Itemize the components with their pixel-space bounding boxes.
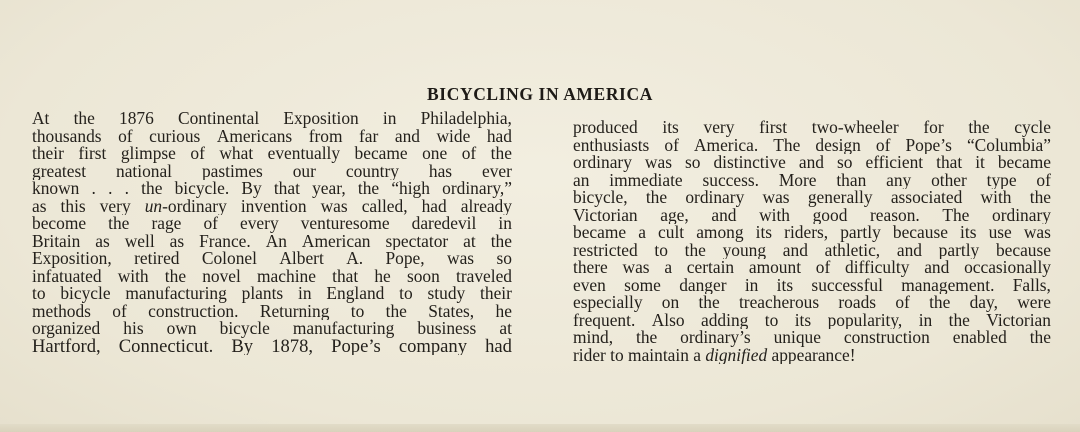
text-line: restricted to the young and athletic, and partly because xyxy=(573,241,1051,259)
text-line: become the rage of every venturesome daredevil in xyxy=(32,215,512,233)
text-line: as this very un-ordinary invention was called, had already xyxy=(32,197,512,215)
right-column xyxy=(573,119,1051,364)
text-line: became a cult among its riders, partly because its use was xyxy=(573,224,1051,242)
text-line: ordinary was so distinctive and so efficient that it became xyxy=(573,154,1051,172)
text-line: Hartford, Connecticut. By 1878, Pope’s company had xyxy=(32,337,512,355)
text-line: produced its very first two-wheeler for the cycle xyxy=(573,119,1051,137)
text-line: even some danger in its successful management. Falls, xyxy=(573,276,1051,294)
text-line: especially on the treacherous roads of the day, were xyxy=(573,294,1051,312)
text-line: organized his own bicycle manufacturing business at xyxy=(32,320,512,338)
text-line: methods of construction. Returning to the States, he xyxy=(32,302,512,320)
text-line: to bicycle manufacturing plants in England to study their xyxy=(32,285,512,303)
text-line: At the 1876 Continental Exposition in Philadelphia, xyxy=(32,110,512,128)
text-line: Britain as well as France. An American spectator at the xyxy=(32,232,512,250)
text-line: enthusiasts of America. The design of Pope’s “Columbia” xyxy=(573,136,1051,154)
text-line: thousands of curious Americans from far and wide had xyxy=(32,127,512,145)
page-bottom-edge xyxy=(0,424,1080,432)
text-line: bicycle, the ordinary was generally associated with the xyxy=(573,189,1051,207)
article-title: BICYCLING IN AMERICA xyxy=(427,84,653,104)
left-column xyxy=(32,110,512,355)
text-line: infatuated with the novel machine that he soon traveled xyxy=(32,267,512,285)
text-line: known . . . the bicycle. By that year, the “high ordinary,” xyxy=(32,180,512,198)
text-line: an immediate success. More than any other type of xyxy=(573,171,1051,189)
text-line: frequent. Also adding to its popularity, in the Victorian xyxy=(573,311,1051,329)
text-line: there was a certain amount of difficulty and occasionally xyxy=(573,259,1051,277)
text-line: Victorian age, and with good reason. The ordinary xyxy=(573,206,1051,224)
text-line: mind, the ordinary’s unique construction enabled the xyxy=(573,329,1051,347)
text-line: Exposition, retired Colonel Albert A. Pope, was so xyxy=(32,250,512,268)
text-line: rider to maintain a dignified appearance! xyxy=(573,346,856,364)
text-line: greatest national pastimes our country has ever xyxy=(32,162,512,180)
text-line: their first glimpse of what eventually became one of the xyxy=(32,145,512,163)
